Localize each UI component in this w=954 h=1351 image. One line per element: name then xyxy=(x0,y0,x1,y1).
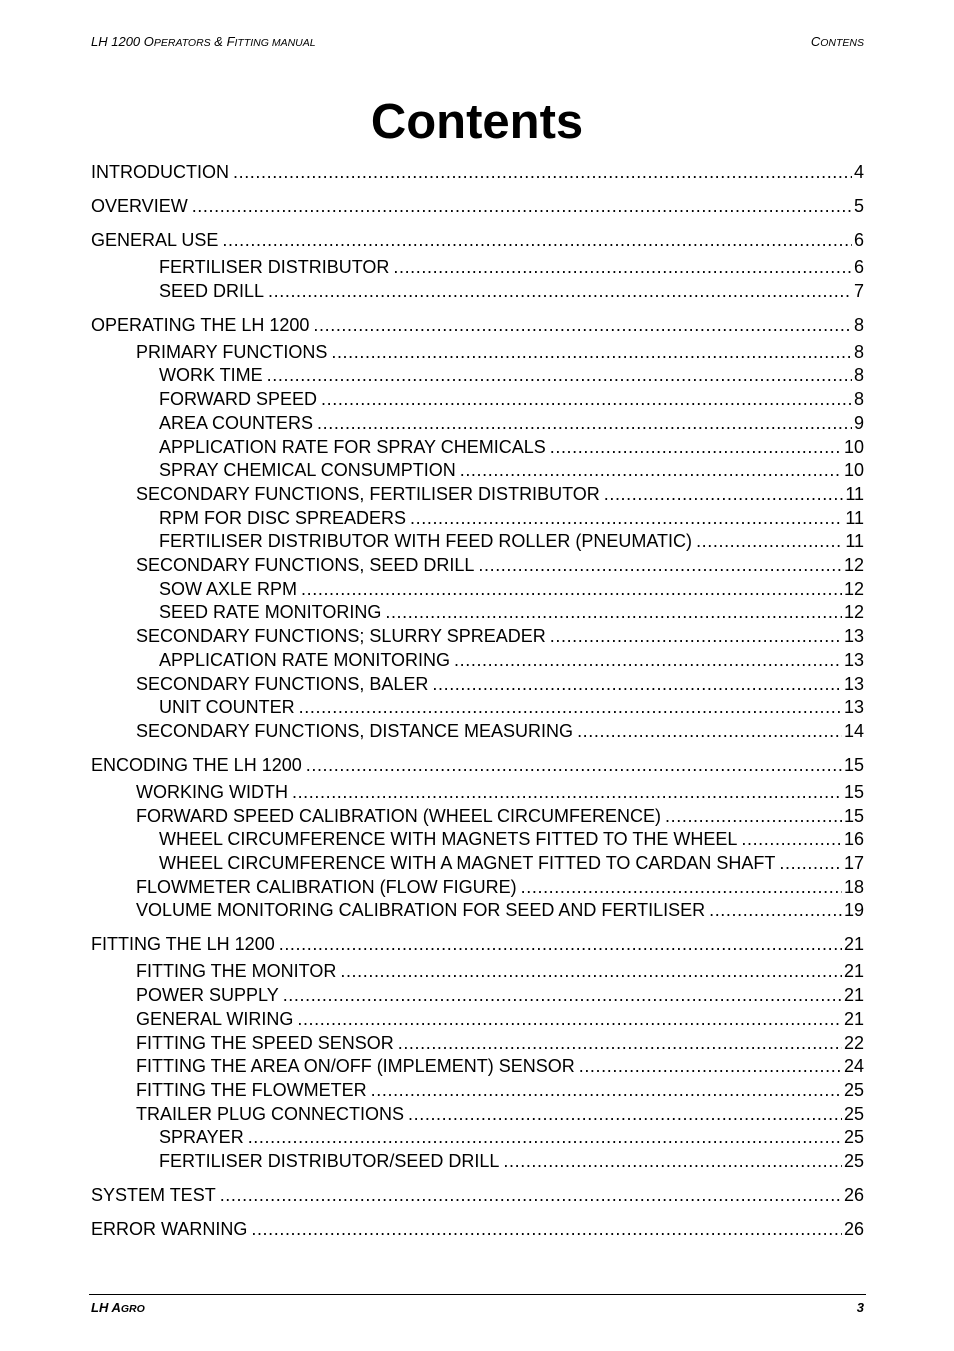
toc-dot-leader xyxy=(709,900,842,920)
toc-entry-title: SEED DRILL xyxy=(159,280,265,301)
toc-entry-title: WHEEL CIRCUMFERENCE WITH A MAGNET FITTED TO CARDAN SHAFT xyxy=(159,853,776,873)
toc-entry[interactable] xyxy=(91,600,864,622)
toc-dot-leader xyxy=(665,806,842,826)
toc-entry[interactable] xyxy=(91,1217,864,1239)
toc-entry-title: POWER SUPPLY xyxy=(136,985,279,1006)
toc-entry-page: 15 xyxy=(843,805,864,826)
toc-dot-leader xyxy=(317,413,852,433)
toc-dot-leader xyxy=(503,1151,842,1171)
toc-entry-page: 10 xyxy=(843,436,864,457)
toc-entry-title: SECONDARY FUNCTIONS, DISTANCE MEASURING xyxy=(136,720,574,741)
toc-entry-title: INTRODUCTION xyxy=(91,162,229,182)
toc-entry-title: FITTING THE SPEED SENSOR xyxy=(136,1032,394,1053)
toc-entry[interactable] xyxy=(91,1007,864,1029)
toc-entry[interactable] xyxy=(91,719,864,741)
toc-dot-leader xyxy=(460,460,842,480)
toc-entry-page: 21 xyxy=(843,985,864,1006)
toc-entry[interactable] xyxy=(91,932,864,954)
toc-entry-title: FITTING THE AREA ON/OFF (IMPLEMENT) SENSOR xyxy=(136,1056,575,1077)
toc-entry[interactable] xyxy=(91,672,864,694)
toc-entry-page: 17 xyxy=(843,853,864,873)
toc-entry-page: 12 xyxy=(843,555,864,575)
toc-entry-title: AREA COUNTERS xyxy=(159,412,314,433)
toc-entry-page: 13 xyxy=(843,697,864,718)
toc-entry[interactable] xyxy=(91,983,864,1005)
toc-entry-title: ENCODING THE LH 1200 xyxy=(91,754,302,775)
toc-entry-title: SPRAY CHEMICAL CONSUMPTION xyxy=(159,460,456,481)
toc-entry[interactable] xyxy=(91,506,864,528)
toc-entry[interactable] xyxy=(91,695,864,717)
toc-entry[interactable] xyxy=(91,387,864,409)
toc-entry[interactable] xyxy=(91,1125,864,1147)
toc-dot-leader xyxy=(248,1127,842,1147)
toc-entry[interactable] xyxy=(91,1054,864,1076)
toc-entry[interactable] xyxy=(91,898,864,920)
toc-dot-leader xyxy=(478,555,842,575)
toc-dot-leader xyxy=(297,1009,842,1029)
toc-entry-page: 18 xyxy=(843,876,864,897)
toc-entry[interactable] xyxy=(91,313,864,335)
toc-entry[interactable] xyxy=(91,482,864,504)
page-header xyxy=(91,34,864,52)
toc-entry-title: UNIT COUNTER xyxy=(159,697,295,718)
toc-entry-title: OPERATING THE LH 1200 xyxy=(91,314,310,335)
toc-entry[interactable] xyxy=(91,411,864,433)
toc-entry-title: FORWARD SPEED CALIBRATION (WHEEL CIRCUMFERENCE) xyxy=(136,805,662,826)
toc-entry[interactable] xyxy=(91,624,864,646)
toc-dot-leader xyxy=(779,853,842,873)
page-title: Contents xyxy=(370,95,584,149)
toc-dot-leader xyxy=(579,1056,842,1076)
toc-entry-page: 8 xyxy=(853,341,864,362)
toc-dot-leader xyxy=(306,755,842,775)
toc-entry-title: WORKING WIDTH xyxy=(136,781,288,802)
toc-entry-page: 21 xyxy=(843,961,864,982)
toc-entry[interactable] xyxy=(91,780,864,802)
toc-dot-leader xyxy=(220,1185,842,1205)
toc-dot-leader xyxy=(454,650,842,670)
toc-dot-leader xyxy=(192,196,852,216)
toc-entry[interactable] xyxy=(91,1183,864,1205)
toc-entry-page: 8 xyxy=(853,365,864,386)
toc-entry-page: 6 xyxy=(853,257,864,277)
toc-entry-page: 26 xyxy=(843,1219,864,1239)
toc-entry[interactable] xyxy=(91,1031,864,1053)
toc-dot-leader xyxy=(550,437,842,457)
toc-entry[interactable] xyxy=(91,827,864,849)
toc-dot-leader xyxy=(577,721,842,741)
toc-entry[interactable] xyxy=(91,194,864,216)
toc-dot-leader xyxy=(233,162,852,182)
toc-dot-leader xyxy=(393,257,852,277)
toc-entry-page: 6 xyxy=(853,230,864,250)
toc-entry-title: PRIMARY FUNCTIONS xyxy=(136,341,328,362)
toc-entry-page: 9 xyxy=(853,412,864,433)
toc-dot-leader xyxy=(385,602,842,622)
toc-entry[interactable] xyxy=(91,553,864,575)
toc-entry-page: 25 xyxy=(843,1151,864,1171)
toc-entry-title: FERTILISER DISTRIBUTOR WITH FEED ROLLER (PNEUMATIC) xyxy=(159,531,693,552)
toc-dot-leader xyxy=(222,230,852,250)
header-section-title: CONTENS xyxy=(810,34,864,49)
toc-dot-leader xyxy=(267,365,852,385)
toc-entry-page: 15 xyxy=(843,754,864,775)
toc-entry-page: 13 xyxy=(843,626,864,647)
toc-entry-title: FLOWMETER CALIBRATION (FLOW FIGURE) xyxy=(136,876,517,897)
toc-dot-leader xyxy=(268,281,852,301)
toc-entry-page: 4 xyxy=(853,162,864,182)
toc-entry-title: FITTING THE FLOWMETER xyxy=(136,1079,367,1100)
toc-entry[interactable] xyxy=(91,340,864,362)
toc-entry-title: FITTING THE LH 1200 xyxy=(91,934,275,955)
toc-entry-page: 25 xyxy=(843,1079,864,1100)
toc-dot-leader xyxy=(283,985,842,1005)
toc-entry-title: SEED RATE MONITORING xyxy=(159,602,382,623)
footer-company: LH AGRO xyxy=(91,1300,145,1315)
toc-entry-title: FERTILISER DISTRIBUTOR xyxy=(159,257,390,277)
toc-entry-page: 12 xyxy=(843,602,864,623)
toc-dot-leader xyxy=(408,1104,842,1124)
toc-entry-page: 15 xyxy=(843,781,864,802)
toc-entry[interactable] xyxy=(91,1078,864,1100)
toc-entry-title: SECONDARY FUNCTIONS, SEED DRILL xyxy=(136,555,475,575)
toc-entry[interactable] xyxy=(91,1149,864,1171)
toc-entry-page: 21 xyxy=(843,1008,864,1029)
footer-page-number: 3 xyxy=(856,1300,864,1315)
toc-entry-title: SECONDARY FUNCTIONS, FERTILISER DISTRIBUTOR xyxy=(136,483,600,504)
toc-entry[interactable] xyxy=(91,1102,864,1124)
toc-entry-title: VOLUME MONITORING CALIBRATION FOR SEED AND FERTILISER xyxy=(136,900,706,921)
toc-entry-title: GENERAL USE xyxy=(91,230,219,250)
toc-dot-leader xyxy=(331,342,852,362)
toc-entry-title: GENERAL WIRING xyxy=(136,1008,294,1029)
toc-entry-page: 21 xyxy=(843,934,864,955)
toc-entry[interactable] xyxy=(91,577,864,599)
toc-dot-leader xyxy=(292,782,842,802)
toc-entry-title: WORK TIME xyxy=(159,365,263,386)
toc-entry[interactable] xyxy=(91,228,864,250)
toc-entry[interactable] xyxy=(91,458,864,480)
toc-dot-leader xyxy=(410,508,843,528)
toc-dot-leader xyxy=(340,961,842,981)
toc-dot-leader xyxy=(301,579,842,599)
toc-entry-title: ERROR WARNING xyxy=(91,1219,248,1239)
toc-dot-leader xyxy=(279,934,842,954)
toc-entry-page: 25 xyxy=(843,1103,864,1124)
toc-entry-page: 7 xyxy=(853,280,864,301)
toc-dot-leader xyxy=(741,829,842,849)
toc-entry-title: SECONDARY FUNCTIONS, BALER xyxy=(136,673,429,694)
toc-dot-leader xyxy=(299,697,842,717)
toc-dot-leader xyxy=(321,389,852,409)
toc-dot-leader xyxy=(521,877,842,897)
toc-entry-title: SPRAYER xyxy=(159,1127,244,1148)
toc-entry-page: 26 xyxy=(843,1185,864,1205)
toc-entry-page: 13 xyxy=(843,649,864,670)
toc-entry-page: 12 xyxy=(843,578,864,599)
toc-entry-page: 11 xyxy=(845,483,864,504)
toc-entry-title: SYSTEM TEST xyxy=(91,1185,216,1205)
toc-entry[interactable] xyxy=(91,255,864,277)
toc-entry[interactable] xyxy=(91,851,864,873)
toc-entry-title: SECONDARY FUNCTIONS; SLURRY SPREADER xyxy=(136,626,546,647)
toc-entry-page: 16 xyxy=(843,829,864,850)
toc-entry-page: 11 xyxy=(845,531,864,552)
toc-entry[interactable] xyxy=(91,959,864,981)
toc-entry[interactable] xyxy=(91,875,864,897)
toc-entry-page: 10 xyxy=(843,460,864,481)
toc-entry-page: 5 xyxy=(853,196,864,216)
toc-entry-title: RPM FOR DISC SPREADERS xyxy=(159,507,407,528)
toc-entry[interactable] xyxy=(91,804,864,826)
toc-entry-title: FORWARD SPEED xyxy=(159,389,318,410)
toc-entry-title: APPLICATION RATE MONITORING xyxy=(159,649,451,670)
toc-entry[interactable] xyxy=(91,160,864,182)
toc-entry-title: FERTILISER DISTRIBUTOR/SEED DRILL xyxy=(159,1151,500,1171)
toc-entry-page: 25 xyxy=(843,1127,864,1148)
toc-entry-page: 19 xyxy=(843,900,864,921)
page-footer xyxy=(89,1294,866,1315)
toc-dot-leader xyxy=(604,484,844,504)
toc-entry-title: FITTING THE MONITOR xyxy=(136,961,337,982)
toc-dot-leader xyxy=(696,531,843,551)
toc-dot-leader xyxy=(398,1033,842,1053)
header-manual-title: LH 1200 OPERATORS & FITTING MANUAL xyxy=(91,34,316,49)
toc-entry-title: TRAILER PLUG CONNECTIONS xyxy=(136,1103,405,1124)
toc-entry-page: 14 xyxy=(843,720,864,741)
toc-dot-leader xyxy=(432,674,842,694)
toc-entry[interactable] xyxy=(91,648,864,670)
toc-entry-page: 13 xyxy=(843,673,864,694)
toc-entry-title: OVERVIEW xyxy=(91,196,188,216)
toc-entry[interactable] xyxy=(91,363,864,385)
toc-entry-title: SOW AXLE RPM xyxy=(159,578,298,599)
toc-entry[interactable] xyxy=(91,753,864,775)
toc-entry-page: 22 xyxy=(843,1032,864,1053)
toc-entry-title: WHEEL CIRCUMFERENCE WITH MAGNETS FITTED TO THE WHEEL xyxy=(159,829,738,850)
toc-dot-leader xyxy=(313,315,852,335)
toc-entry-page: 8 xyxy=(853,389,864,410)
toc-entry-title: APPLICATION RATE FOR SPRAY CHEMICALS xyxy=(159,436,546,457)
toc-entry-page: 8 xyxy=(853,314,864,335)
toc-dot-leader xyxy=(251,1219,842,1239)
toc-entry-page: 11 xyxy=(845,507,864,528)
toc-entry[interactable] xyxy=(91,435,864,457)
toc-dot-leader xyxy=(550,626,842,646)
toc-entry[interactable] xyxy=(91,529,864,551)
toc-entry-page: 24 xyxy=(843,1056,864,1077)
toc-entry[interactable] xyxy=(91,279,864,301)
toc-dot-leader xyxy=(371,1080,842,1100)
